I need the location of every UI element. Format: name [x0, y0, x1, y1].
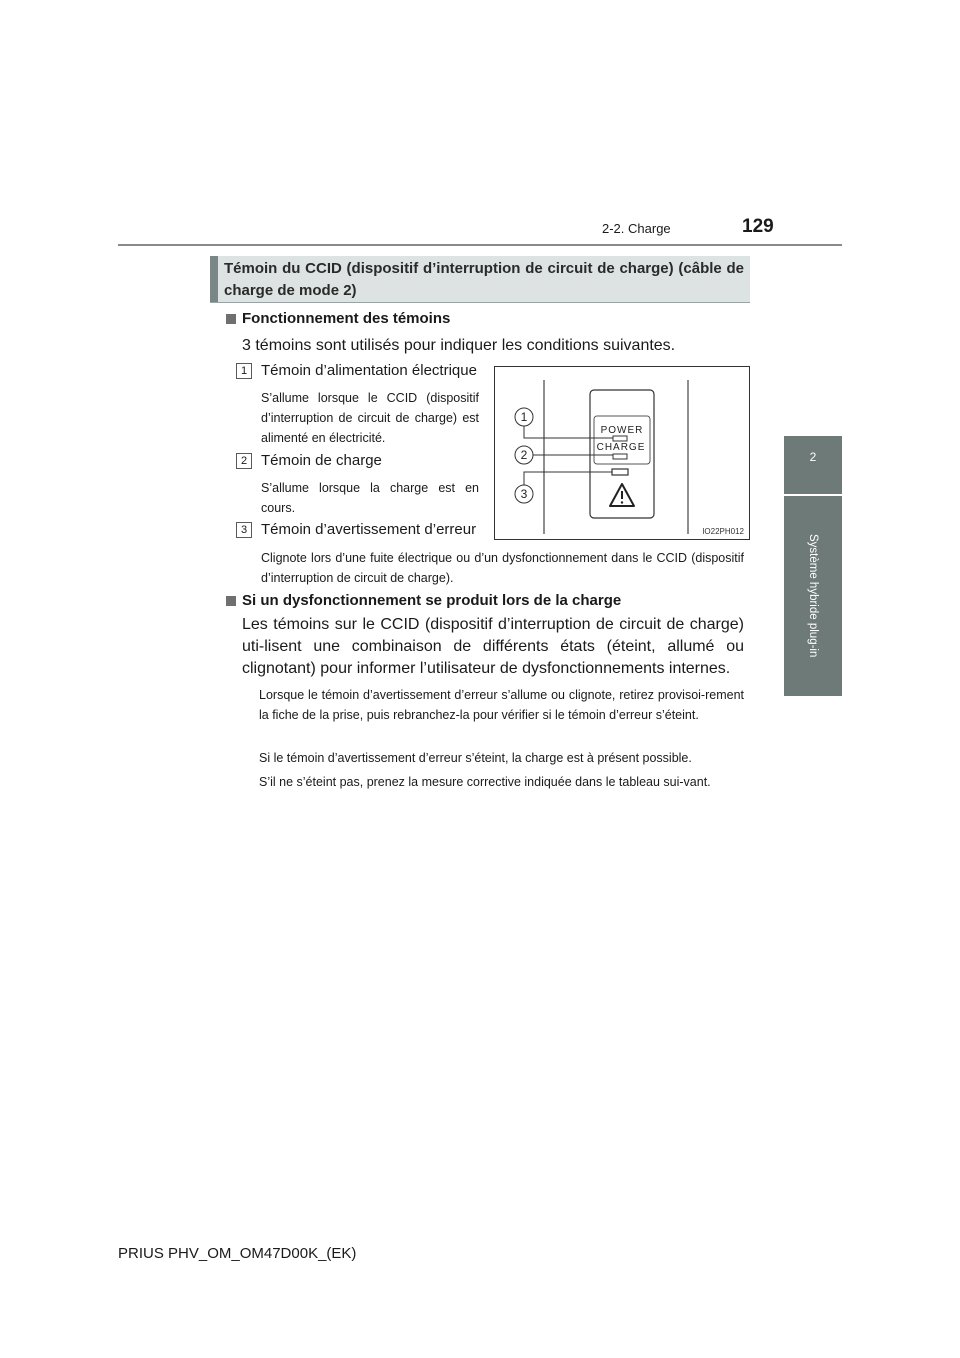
- page-number: 129: [742, 216, 774, 237]
- charge-label: CHARGE: [596, 442, 646, 453]
- section1-heading: Fonctionnement des témoins: [242, 310, 451, 327]
- title-box-underline: [210, 302, 750, 303]
- header-section: 2-2. Charge: [602, 221, 671, 236]
- side-tab-title: Système hybride plug-in: [807, 534, 819, 658]
- callout-number: 2: [520, 448, 528, 462]
- error-lamp-icon: [612, 469, 628, 475]
- title-box-text: Témoin du CCID (dispositif d’interruption de circuit de charge) (câble de charge de mode 2): [224, 260, 744, 299]
- ccid-diagram-svg: [494, 366, 750, 540]
- callout-number: 3: [520, 487, 528, 501]
- item-desc-power: S’allume lorsque le CCID (dispositif d’interruption de circuit de charge) est alimenté en électricité.: [261, 391, 479, 445]
- item-number-badge: 3: [236, 522, 252, 538]
- section2-heading: Si un dysfonctionnement se produit lors de la charge: [242, 592, 622, 609]
- item-desc-charge: S’allume lorsque la charge est en cours.: [261, 481, 479, 515]
- bullet-square-icon: [226, 314, 236, 324]
- section2-note-1: Lorsque le témoin d’avertissement d’erreur s’allume ou clignote, retirez provisoi-rement la fiche de la prise, puis rebranchez-la pour vérifier si le témoin d’erreur s’éteint.: [259, 688, 744, 722]
- charge-lamp-icon: [613, 454, 627, 459]
- section2-note-2: Si le témoin d’avertissement d’erreur s’éteint, la charge est à présent possible.: [259, 751, 692, 765]
- power-lamp-icon: [613, 436, 627, 441]
- section2-note-3: S’il ne s’éteint pas, prenez la mesure corrective indiquée dans le tableau sui-vant.: [259, 775, 711, 789]
- item-desc-error: Clignote lors d’une fuite électrique ou d’un dysfonctionnement dans le CCID (dispositif d’interruption de circuit de charge).: [261, 551, 744, 585]
- section2-paragraph: Les témoins sur le CCID (dispositif d’interruption de circuit de charge) uti-lisent une combinaison de différents états (éteint, allumé ou clignotant) pour informer l’utilisateur de dysfonctionnements internes.: [242, 616, 744, 677]
- footer-code: PRIUS PHV_OM_OM47D00K_(EK): [118, 1245, 357, 1262]
- item-label-charge: Témoin de charge: [261, 452, 382, 469]
- side-tab-number: 2: [809, 450, 817, 464]
- header-rule: [118, 244, 842, 246]
- callout-number: 1: [520, 410, 528, 424]
- item-number-badge: 1: [236, 363, 252, 379]
- power-label: POWER: [600, 425, 644, 436]
- ccid-diagram: [494, 366, 750, 540]
- diagram-code: IO22PH012: [702, 527, 744, 536]
- side-tab-number-block: [784, 436, 842, 494]
- section1-intro: 3 témoins sont utilisés pour indiquer les conditions suivantes.: [242, 337, 676, 354]
- bullet-square-icon: [226, 596, 236, 606]
- item-number-badge: 2: [236, 453, 252, 469]
- item-label-power: Témoin d’alimentation électrique: [261, 362, 477, 379]
- item-label-error: Témoin d’avertissement d’erreur: [261, 521, 477, 538]
